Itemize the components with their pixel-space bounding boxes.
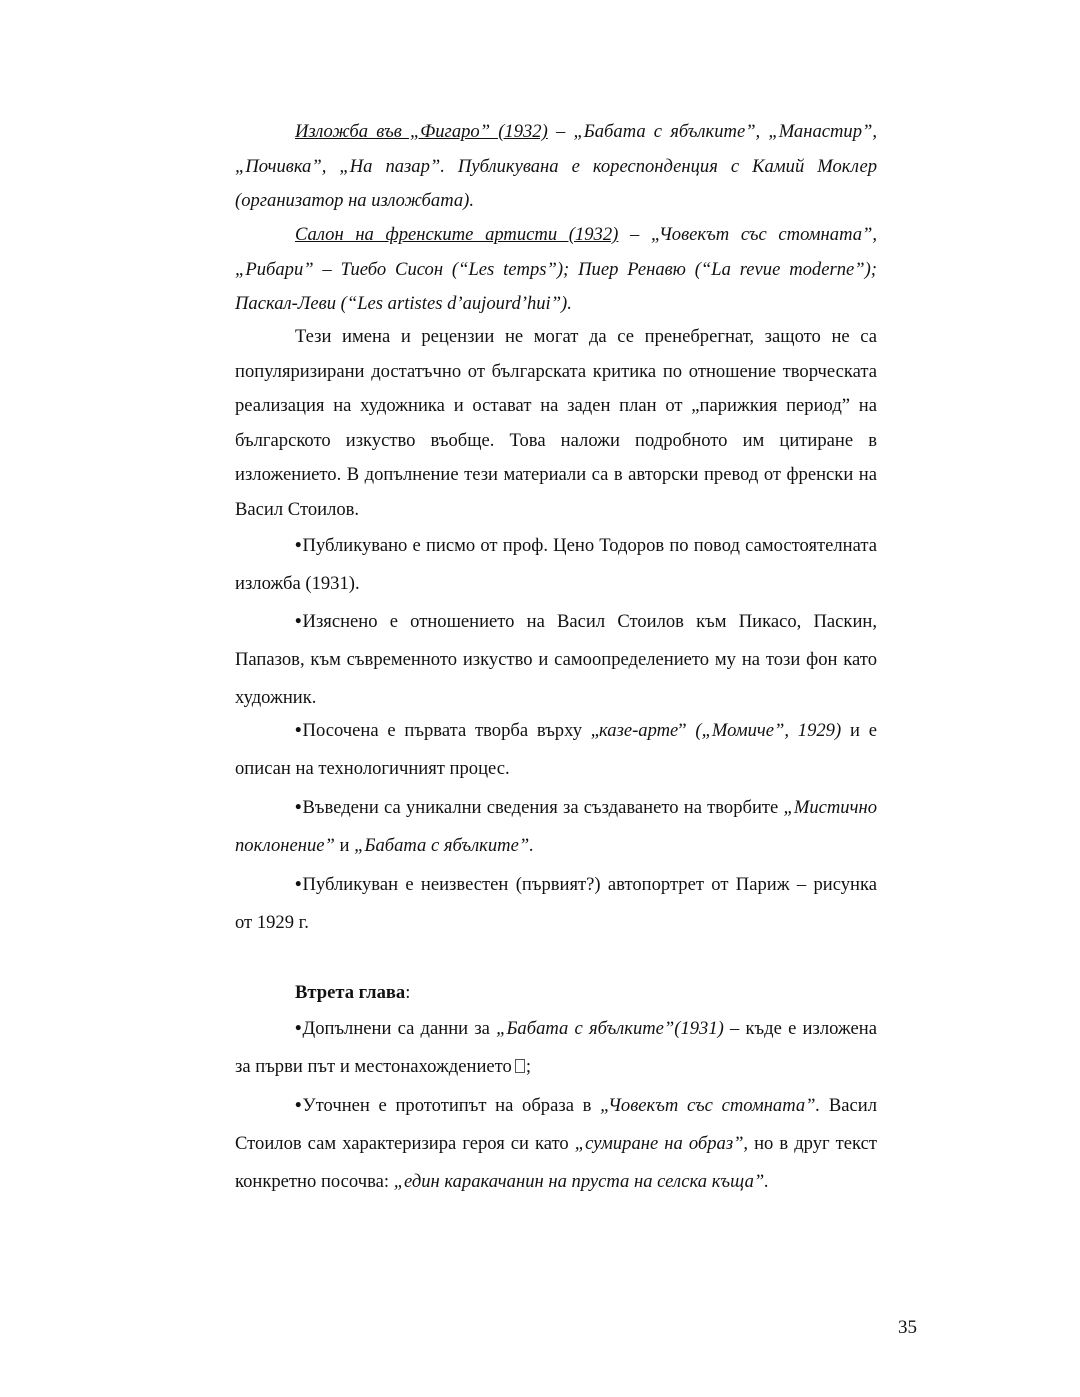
bullet-text: Публикуван е неизвестен (първият?) автопортрет от Париж – рисунка от 1929 г.	[235, 874, 877, 933]
bullet-text: Васил Стоилов сам характеризира героя си като	[235, 1095, 877, 1154]
bullet-text: – къде е изложена за първи път и местонахождението	[235, 1018, 877, 1077]
chapter-three-heading	[235, 974, 877, 1012]
exhibition-title: Изложба във „Фигаро” (1932)	[295, 121, 548, 142]
exhibition-salon	[235, 218, 877, 322]
bullet-italic: „сумиране на образ”,	[574, 1133, 749, 1154]
bullet-item	[235, 1010, 877, 1086]
bullet-italic: „Мистично поклонение”	[235, 797, 877, 856]
page-number: 35	[898, 1317, 917, 1338]
bullet-text: Изяснено е отношението на Васил Стоилов към Пикасо, Паскин, Папазов, към съвременното изкуство и самоопределението му на този фон като художник.	[235, 611, 877, 708]
bullet-italic: „Бабата с ябълките”.	[354, 835, 534, 856]
bullet-italic: казе-арте	[599, 720, 679, 741]
bullet-icon: •	[295, 1018, 302, 1039]
exhibition-figaro	[235, 115, 877, 219]
chapter-heading: Втрета глава	[295, 982, 406, 1003]
bullet-item	[235, 866, 877, 942]
bullet-text: и е описан на технологичният процес.	[235, 720, 877, 779]
exhibition-body: „Човекът със стомната”, „Рибари” – Тиебо Сисон (“Les temps”); Пиер Ренавю (“La revue moderne”); Паскал-Леви (“Les artistes d’aujourd’hui”).	[235, 224, 878, 314]
bullet-text: Уточнен е прототипът на образа в	[302, 1095, 601, 1116]
bullet-italic: („Момиче”, 1929)	[695, 720, 842, 741]
bullet-text: Публикувано е писмо от проф. Цено Тодоров по повод самостоятелната изложба (1931).	[235, 535, 877, 594]
bullet-italic: „Бабата с ябълките”(1931)	[496, 1018, 724, 1039]
bullet-italic: „един каракачанин на пруста на селска къща”.	[393, 1171, 769, 1192]
bullet-text: Въведени са уникални сведения за създаването на творбите	[302, 797, 784, 818]
bullet-text: Допълнени са данни за	[302, 1018, 497, 1039]
bullet-text: и	[334, 835, 355, 856]
exhibition-separator: –	[618, 224, 651, 245]
bullet-text: Посочена е първата творба върху „	[302, 720, 600, 741]
summary-text: Тези имена и рецензии не могат да се пренебрегнат, защото не са популяризирани достатъчно от българската критика по отношение творческата реализация на художника и остават на заден план от „парижкия период” на българското изкуство въобще. Това наложи подробното им цитиране в изложението. В допълнение тези материали са в авторски превод от френски на Васил Стоилов.	[235, 326, 877, 520]
bullet-icon: •	[295, 720, 302, 741]
bullet-italic: „Човекът със стомната”.	[600, 1095, 821, 1116]
missing-glyph-icon	[515, 1059, 525, 1073]
bullet-icon: •	[295, 874, 302, 895]
summary-paragraph	[235, 320, 877, 527]
bullet-item	[235, 1087, 877, 1201]
bullet-icon: •	[295, 535, 302, 556]
exhibition-body: „Бабата с ябълките”, „Манастир”, „Почивка”, „На пазар”. Публикувана е кореспонденция с Камий Моклер (организатор на изложбата).	[235, 121, 878, 211]
bullet-text: но в друг текст конкретно посочва:	[235, 1133, 877, 1192]
exhibition-title: Салон на френските артисти (1932)	[295, 224, 619, 245]
bullet-icon: •	[295, 797, 302, 818]
bullet-text: ;	[525, 1056, 532, 1077]
bullet-item	[235, 712, 877, 788]
bullet-icon: •	[295, 1095, 302, 1116]
bullet-text: ”	[678, 720, 696, 741]
bullet-icon: •	[295, 611, 302, 632]
exhibition-separator: –	[547, 121, 574, 142]
bullet-item	[235, 527, 877, 603]
chapter-heading-colon: :	[405, 982, 411, 1003]
bullet-item	[235, 603, 877, 717]
bullet-item	[235, 789, 877, 865]
